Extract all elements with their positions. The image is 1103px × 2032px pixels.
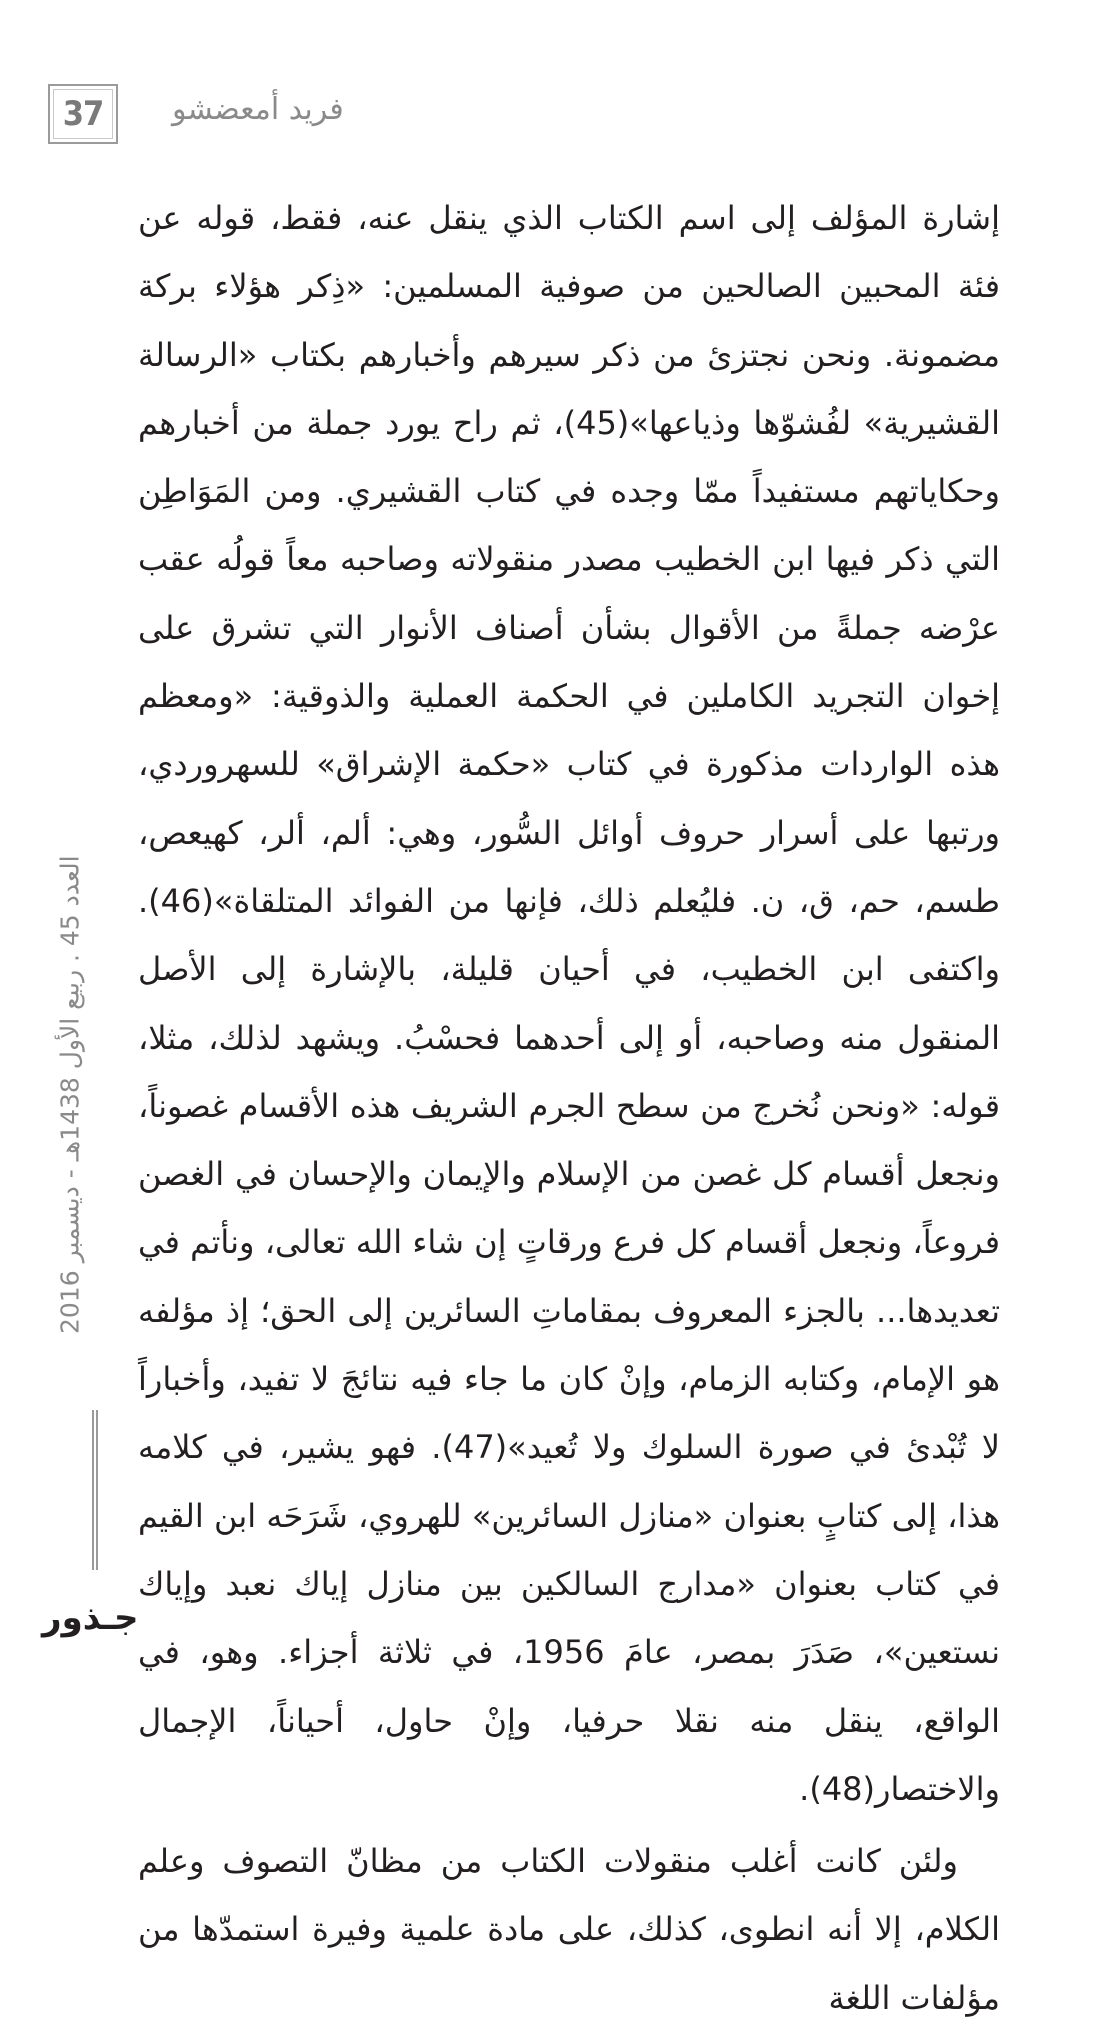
running-header-author: فريد أمعضشو [172,92,344,127]
journal-logo: جـذور [42,1598,139,1638]
body-text [138,184,1000,2032]
issue-info: العدد 45 . ربيع الأول 1438هـ - ديسمبر 2016 [55,855,85,1334]
sidebar-divider [96,1410,98,1570]
paragraph: إشارة المؤلف إلى اسم الكتاب الذي ينقل عنه، فقط، قوله عن فئة المحبين الصالحين من صوفية المسلمين: «ذِكر هؤلاء بركة مضمونة. ونحن نجتزئ من ذكر سيرهم وأخبارهم بكتاب «الرسالة القشيرية» لفُشوّها وذياعها»(45)، ثم راح يورد جملة من أخبارهم وحكاياتهم مستفيداً ممّا وجده في كتاب القشيري. ومن المَوَاطِن التي ذكر فيها ابن الخطيب مصدر منقولاته وصاحبه معاً قولُه عقب عرْضه جملةً من الأقوال بشأن أصناف الأنوار التي تشرق على إخوان التجريد الكاملين في الحكمة العملية والذوقية: «ومعظم هذه الواردات مذكورة في كتاب «حكمة الإشراق» للسهروردي، ورتبها على أسرار حروف أوائل السُّور، وهي: ألم، ألر، كهيعص، طسم، حم، ق، ن. فليُعلم ذلك، فإنها من الفوائد المتلقاة»(46). واكتفى ابن الخطيب، في أحيان قليلة، بالإشارة إلى الأصل المنقول منه وصاحبه، أو إلى أحدهما فحسْبُ. ويشهد لذلك، مثلا، قوله: «ونحن نُخرج من سطح الجرم الشريف هذه الأقسام غصوناً، ونجعل أقسام كل غصن من الإسلام والإيمان والإحسان في الغصن فروعاً، ونجعل أقسام كل فرع ورقاتٍ إن شاء الله تعالى، ونأتم في تعديدها... بالجزء المعروف بمقاماتِ السائرين إلى الحق؛ إذ مؤلفه هو الإمام، وكتابه الزمام، وإنْ كان ما جاء فيه نتائجَ لا تفيد، وأخباراً لا تُبْدئ في صورة السلوك ولا تُعيد»(47). فهو يشير، في كلامه هذا، إلى كتابٍ بعنوان «منازل السائرين» للهروي، شَرَحَه ابن القيم في كتاب بعنوان «مدارج السالكين بين منازل إياك نعبد وإياك نستعين»، صَدَرَ بمصر، عامَ 1956، في ثلاثة أجزاء. وهو، في الواقع، ينقل منه نقلا حرفيا، وإنْ حاول، أحياناً، الإجمال والاختصار(48). [138,199,1001,1808]
page-number: 37 [48,84,118,144]
sidebar-divider [92,1410,94,1570]
paragraph: ولئن كانت أغلب منقولات الكتاب من مظانّ التصوف وعلم الكلام، إلا أنه انطوى، كذلك، على مادة علمية وفيرة استمدّها من مؤلفات اللغة [138,1842,1000,2017]
